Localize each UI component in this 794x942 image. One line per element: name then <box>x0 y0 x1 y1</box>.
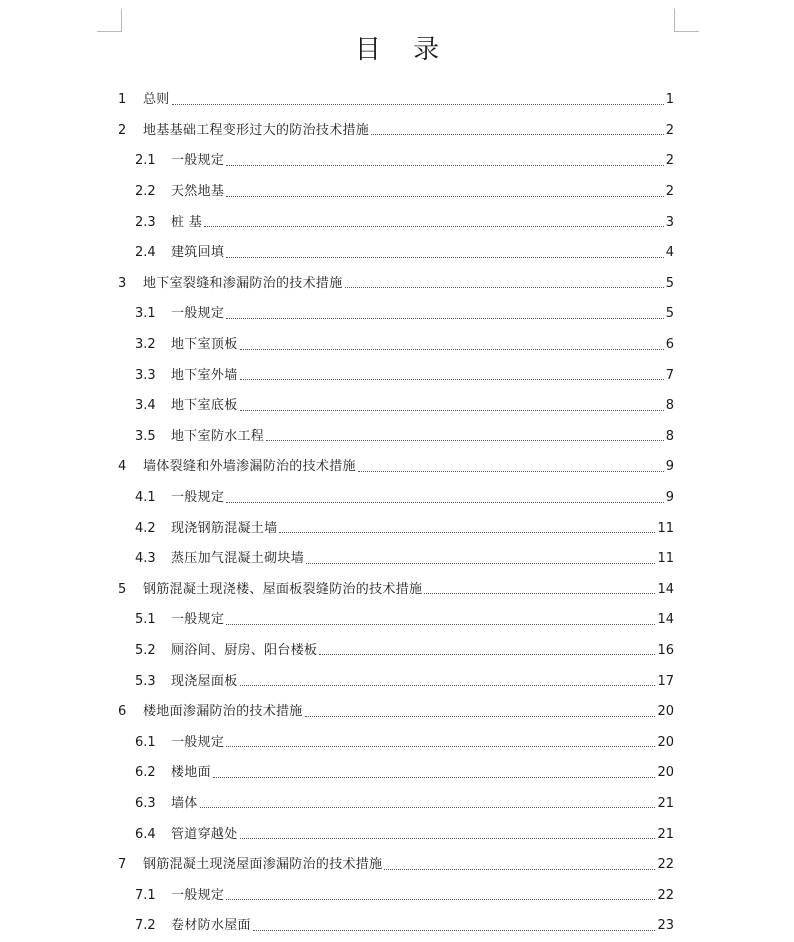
toc-entry-label: 卷材防水屋面 <box>171 918 251 934</box>
toc-dot-leader <box>226 165 664 166</box>
toc-entry-number: 2.1 <box>135 153 156 169</box>
page-title: 目 录 <box>354 35 452 65</box>
toc-dot-leader <box>226 318 664 319</box>
toc-entry-number: 4.3 <box>135 551 156 567</box>
toc-entry[interactable] <box>118 422 674 453</box>
toc-entry-label: 管道穿越处 <box>171 826 238 842</box>
toc-entry-number: 6.3 <box>135 795 156 811</box>
toc-entry-number: 2.4 <box>135 245 156 261</box>
toc-entry[interactable] <box>118 85 674 116</box>
toc-entry-page-number: 20 <box>657 734 674 750</box>
toc-entry-page-number: 7 <box>665 367 674 383</box>
toc-entry-label: 墙体 <box>171 795 198 811</box>
toc-entry[interactable] <box>118 605 674 636</box>
toc-entry-page-number: 3 <box>665 214 674 230</box>
toc-dot-leader <box>240 349 664 350</box>
toc-entry[interactable] <box>118 513 674 544</box>
toc-entry[interactable] <box>118 207 674 238</box>
toc-entry[interactable] <box>118 238 674 269</box>
toc-dot-leader <box>306 563 655 564</box>
toc-entry[interactable] <box>118 330 674 361</box>
toc-dot-leader <box>279 532 655 533</box>
toc-entry-number: 3 <box>118 275 127 291</box>
toc-entry[interactable] <box>118 911 674 942</box>
toc-entry-label: 总则 <box>143 92 170 108</box>
toc-entry-label: 现浇钢筋混凝土墙 <box>171 520 278 536</box>
toc-dot-leader <box>384 869 655 870</box>
toc-entry-number: 5.2 <box>135 642 156 658</box>
toc-dot-leader <box>253 930 656 931</box>
toc-entry-page-number: 1 <box>665 92 674 108</box>
toc-entry-label: 地下室防水工程 <box>171 428 265 444</box>
toc-entry-page-number: 9 <box>665 490 674 506</box>
toc-entry-label: 一般规定 <box>171 153 225 169</box>
toc-entry-label: 一般规定 <box>171 306 225 322</box>
toc-entry-label: 桩 基 <box>171 214 203 230</box>
toc-entry-number: 6.2 <box>135 765 156 781</box>
toc-entry[interactable] <box>118 697 674 728</box>
toc-entry-label: 现浇屋面板 <box>171 673 238 689</box>
toc-entry-label: 地下室底板 <box>171 398 238 414</box>
toc-entry-label: 天然地基 <box>171 184 225 200</box>
toc-entry-number: 3.1 <box>135 306 156 322</box>
toc-entry-number: 2 <box>118 122 127 138</box>
toc-entry[interactable] <box>118 146 674 177</box>
toc-entry-page-number: 16 <box>657 642 674 658</box>
toc-dot-leader <box>204 226 664 227</box>
toc-dot-leader <box>200 807 656 808</box>
toc-entry-page-number: 4 <box>665 245 674 261</box>
toc-entry[interactable] <box>118 391 674 422</box>
toc-dot-leader <box>240 838 656 839</box>
toc-entry-page-number: 5 <box>665 306 674 322</box>
toc-dot-leader <box>240 379 664 380</box>
toc-entry-number: 4 <box>118 459 127 475</box>
toc-dot-leader <box>240 410 664 411</box>
toc-entry-label: 钢筋混凝土现浇楼、屋面板裂缝防治的技术措施 <box>143 581 423 597</box>
toc-entry-page-number: 8 <box>665 428 674 444</box>
toc-entry-page-number: 6 <box>665 337 674 353</box>
toc-dot-leader <box>213 777 656 778</box>
toc-entry-label: 钢筋混凝土现浇屋面渗漏防治的技术措施 <box>143 857 383 873</box>
toc-entry-page-number: 21 <box>657 795 674 811</box>
toc-dot-leader <box>305 716 656 717</box>
toc-entry[interactable] <box>118 483 674 514</box>
toc-entry-page-number: 20 <box>657 765 674 781</box>
toc-dot-leader <box>226 624 655 625</box>
table-of-contents <box>118 85 674 942</box>
toc-entry-page-number: 11 <box>657 520 674 536</box>
toc-entry-label: 一般规定 <box>171 490 225 506</box>
toc-dot-leader <box>358 471 664 472</box>
toc-dot-leader <box>226 257 664 258</box>
toc-entry-page-number: 5 <box>665 275 674 291</box>
toc-entry-number: 5 <box>118 581 127 597</box>
toc-entry-label: 地下室顶板 <box>171 337 238 353</box>
toc-entry[interactable] <box>118 666 674 697</box>
toc-entry-page-number: 17 <box>657 673 674 689</box>
toc-dot-leader <box>226 746 655 747</box>
toc-entry-label: 地基基础工程变形过大的防治技术措施 <box>143 122 370 138</box>
toc-entry[interactable] <box>118 452 674 483</box>
toc-dot-leader <box>266 440 664 441</box>
toc-dot-leader <box>240 685 656 686</box>
toc-entry-number: 3.2 <box>135 337 156 353</box>
toc-entry[interactable] <box>118 758 674 789</box>
toc-entry[interactable] <box>118 636 674 667</box>
toc-entry-number: 2.3 <box>135 214 156 230</box>
toc-entry-number: 5.1 <box>135 612 156 628</box>
toc-entry-label: 楼地面渗漏防治的技术措施 <box>143 704 303 720</box>
toc-dot-leader <box>226 502 664 503</box>
toc-entry-label: 建筑回填 <box>171 245 225 261</box>
toc-entry-page-number: 8 <box>665 398 674 414</box>
toc-entry-number: 5.3 <box>135 673 156 689</box>
toc-entry[interactable] <box>118 269 674 300</box>
toc-dot-leader <box>345 287 664 288</box>
page-corner-mark-top-left <box>97 9 122 32</box>
toc-dot-leader <box>371 134 664 135</box>
toc-entry[interactable] <box>118 575 674 606</box>
toc-entry-page-number: 9 <box>665 459 674 475</box>
toc-entry[interactable] <box>118 360 674 391</box>
toc-entry-page-number: 23 <box>657 918 674 934</box>
toc-entry-page-number: 2 <box>665 153 674 169</box>
toc-entry-number: 7 <box>118 857 127 873</box>
toc-entry-number: 3.3 <box>135 367 156 383</box>
toc-entry-label: 一般规定 <box>171 612 225 628</box>
toc-dot-leader <box>226 899 655 900</box>
toc-entry-number: 6 <box>118 704 127 720</box>
toc-entry-number: 4.1 <box>135 490 156 506</box>
toc-entry-page-number: 22 <box>657 887 674 903</box>
toc-entry[interactable] <box>118 880 674 911</box>
toc-entry[interactable] <box>118 299 674 330</box>
toc-entry-number: 3.5 <box>135 428 156 444</box>
toc-entry-number: 2.2 <box>135 184 156 200</box>
toc-entry-label: 厕浴间、厨房、阳台楼板 <box>171 642 318 658</box>
toc-entry-number: 3.4 <box>135 398 156 414</box>
toc-entry-label: 墙体裂缝和外墙渗漏防治的技术措施 <box>143 459 356 475</box>
toc-entry-page-number: 20 <box>657 704 674 720</box>
toc-entry-label: 一般规定 <box>171 887 225 903</box>
toc-entry-number: 4.2 <box>135 520 156 536</box>
toc-dot-leader <box>226 196 664 197</box>
toc-entry[interactable] <box>118 727 674 758</box>
page-corner-mark-top-right <box>674 9 699 32</box>
toc-entry-label: 楼地面 <box>171 765 211 781</box>
toc-entry-page-number: 11 <box>657 551 674 567</box>
toc-entry-page-number: 14 <box>657 581 674 597</box>
toc-entry[interactable] <box>118 116 674 147</box>
toc-dot-leader <box>172 104 664 105</box>
toc-entry-number: 6.1 <box>135 734 156 750</box>
toc-entry-page-number: 2 <box>665 122 674 138</box>
toc-entry-page-number: 2 <box>665 184 674 200</box>
toc-dot-leader <box>319 654 655 655</box>
toc-entry-label: 地下室裂缝和渗漏防治的技术措施 <box>143 275 343 291</box>
toc-entry-page-number: 22 <box>657 857 674 873</box>
toc-entry-label: 一般规定 <box>171 734 225 750</box>
toc-entry-number: 7.1 <box>135 887 156 903</box>
toc-dot-leader <box>424 593 655 594</box>
toc-entry-number: 6.4 <box>135 826 156 842</box>
toc-entry[interactable] <box>118 789 674 820</box>
toc-entry-number: 1 <box>118 92 127 108</box>
toc-entry-number: 7.2 <box>135 918 156 934</box>
toc-entry[interactable] <box>118 544 674 575</box>
toc-entry-page-number: 21 <box>657 826 674 842</box>
toc-entry[interactable] <box>118 819 674 850</box>
toc-entry[interactable] <box>118 177 674 208</box>
toc-entry-page-number: 14 <box>657 612 674 628</box>
toc-entry-label: 地下室外墙 <box>171 367 238 383</box>
toc-entry-label: 蒸压加气混凝土砌块墙 <box>171 551 305 567</box>
toc-entry[interactable] <box>118 850 674 881</box>
